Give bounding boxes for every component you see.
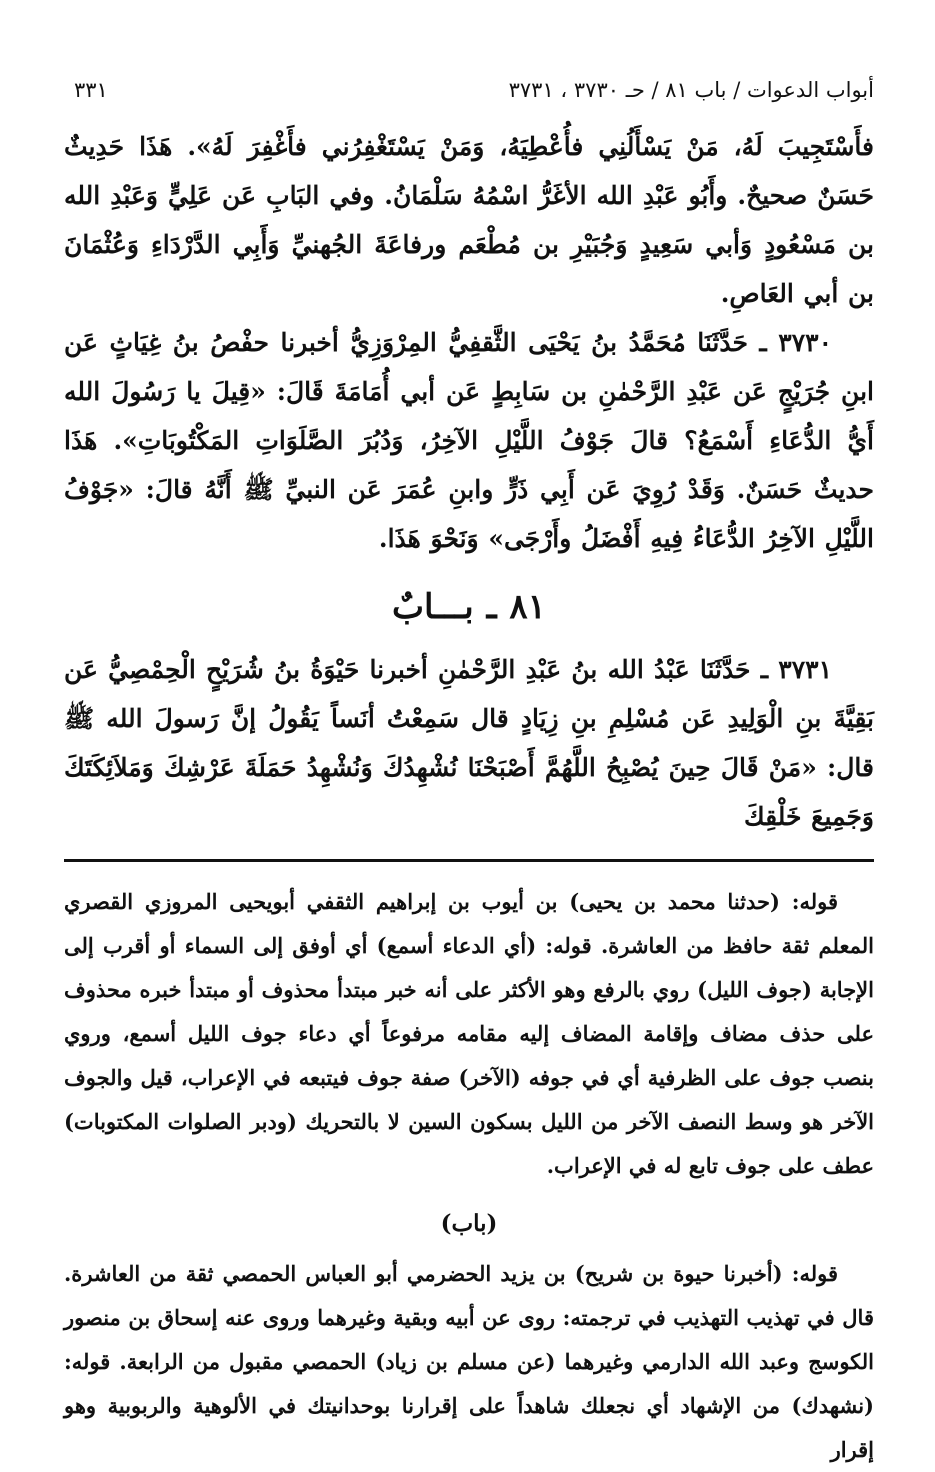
chapter-heading: ٨١ ـ بـــابٌ <box>392 587 546 627</box>
commentary-chapter-heading: (باب) <box>440 1210 498 1237</box>
main-text <box>64 122 874 841</box>
continued-hadith-text: فأَسْتَجِيبَ لَهُ، مَنْ يَسْأَلُنِي فأُعْطِيَهُ، وَمَنْ يَسْتَغْفِرُني فأَغْفِرَ لَهُ». هَذَا حَدِيثٌ حَسَنٌ صحيحٌ. وأَبُو عَبْدِ الله الأغَرُّ اسْمُهُ سَلْمَانُ. وفي البَابِ عَن عَلِيٍّ وَعَبْدِ الله بن مَسْعُودٍ وَأبي سَعِيدٍ وَجُبَيْرِ بن مُطْعَم ورفاعَةَ الجُهنيِّ وَأَبِي الدَّرْدَاءِ وَعُثْمَانَ بن أبي العَاصِ. <box>64 132 875 308</box>
running-header-title: أبواب الدعوات / باب ٨١ / حـ ٣٧٣٠ ، ٣٧٣١ <box>508 78 874 102</box>
book-page <box>64 72 875 1462</box>
hadith-3731: ٣٧٣١ ـ حَدَّثَنَا عَبْدُ الله بنُ عَبْدِ الرَّحْمٰنِ أخبرنا حَيْوَةُ بنُ شُرَيْحٍ الْحِمْصِيُّ عَن بَقِيَّةَ بنِ الْوَلِيدِ عَن مُسْلِمِ بنِ زِيَادٍ قال سَمِعْتُ أنَساً يَقُولُ إنَّ رَسولَ الله ﷺ قال: «مَنْ قَالَ حِينَ يُصْبِحُ اللَّهُمَّ أَصْبَحْنَا نُشْهِدُكَ وَنُشْهِدُ حَمَلَةَ عَرْشِكَ وَمَلاَئِكَتَكَ وَجَمِيعَ خَلْقِكَ <box>64 655 874 831</box>
commentary-paragraph-1: قوله: (حدثنا محمد بن يحيى) بن أيوب بن إبراهيم الثقفي أبويحيى المروزي القصري المعلم ثقة حافظ من العاشرة. قوله: (أي الدعاء أسمع) أي أوفق إلى السماء أو أقرب إلى الإجابة (جوف الليل) روي بالرفع وهو الأكثر على أنه خبر مبتدأ محذوف أو مبتدأ خبره محذوف على حذف مضاف وإقامة المضاف إليه مقامه مرفوعاً أي دعاء جوف الليل أسمع، وروي بنصب جوف على الظرفية أي في جوفه (الآخر) صفة جوف فيتبعه في الإعراب، قيل والجوف الآخر هو وسط النصف الآخر من الليل بسكون السين لا بالتحريك (ودبر الصلوات المكتوبات) عطف على جوف تابع له في الإعراب. <box>64 889 874 1178</box>
commentary-paragraph-2: قوله: (أخبرنا حيوة بن شريح) بن يزيد الحضرمي أبو العباس الحمصي ثقة من العاشرة. قال في تهذيب التهذيب في ترجمته: روى عن أبيه وبقية وغيرهما وروى عنه إسحاق بن منصور الكوسج وعبد الله الدارمي وغيرهما (عن مسلم بن زياد) الحمصي مقبول من الرابعة. قوله: (نشهدك) من الإشهاد أي نجعلك شاهداً على إقرارنا بوحدانيتك في الألوهية والربوبية وهو إقرار <box>64 1261 874 1462</box>
page-header <box>64 72 874 108</box>
page-number: ٣٣١ <box>74 78 108 102</box>
commentary-divider <box>64 859 874 862</box>
commentary-section <box>64 880 874 1472</box>
hadith-3730: ٣٧٣٠ ـ حَدَّثَنَا مُحَمَّدُ بنُ يَحْيَى الثَّقفِيُّ المِرْوَزِيُّ أخبرنا حفْصُ بنُ غِيَاثٍ عَن ابنِ جُرَيْجٍ عَن عَبْدِ الرَّحْمٰنِ بن سَابِطٍ عَن أبي أُمَامَةَ قَالَ: «قِيلَ يا رَسُولَ الله أَيُّ الدُّعَاءِ أَسْمَعُ؟ قالَ جَوْفُ اللَّيْلِ الآخِرُ، وَدُبُرَ الصَّلَوَاتِ المَكْتُوبَاتِ». هَذَا حديثٌ حَسَنٌ. وَقَدْ رُوِيَ عَن أَبِي ذَرٍّ وابنِ عُمَرَ عَن النبيِّ ﷺ أَنَّهُ قالَ: «جَوْفُ اللَّيْلِ الآخِرُ الدُّعَاءُ فِيهِ أَفْضَلُ وأَرْجَى» وَنَحْوَ هَذَا. <box>64 328 874 553</box>
